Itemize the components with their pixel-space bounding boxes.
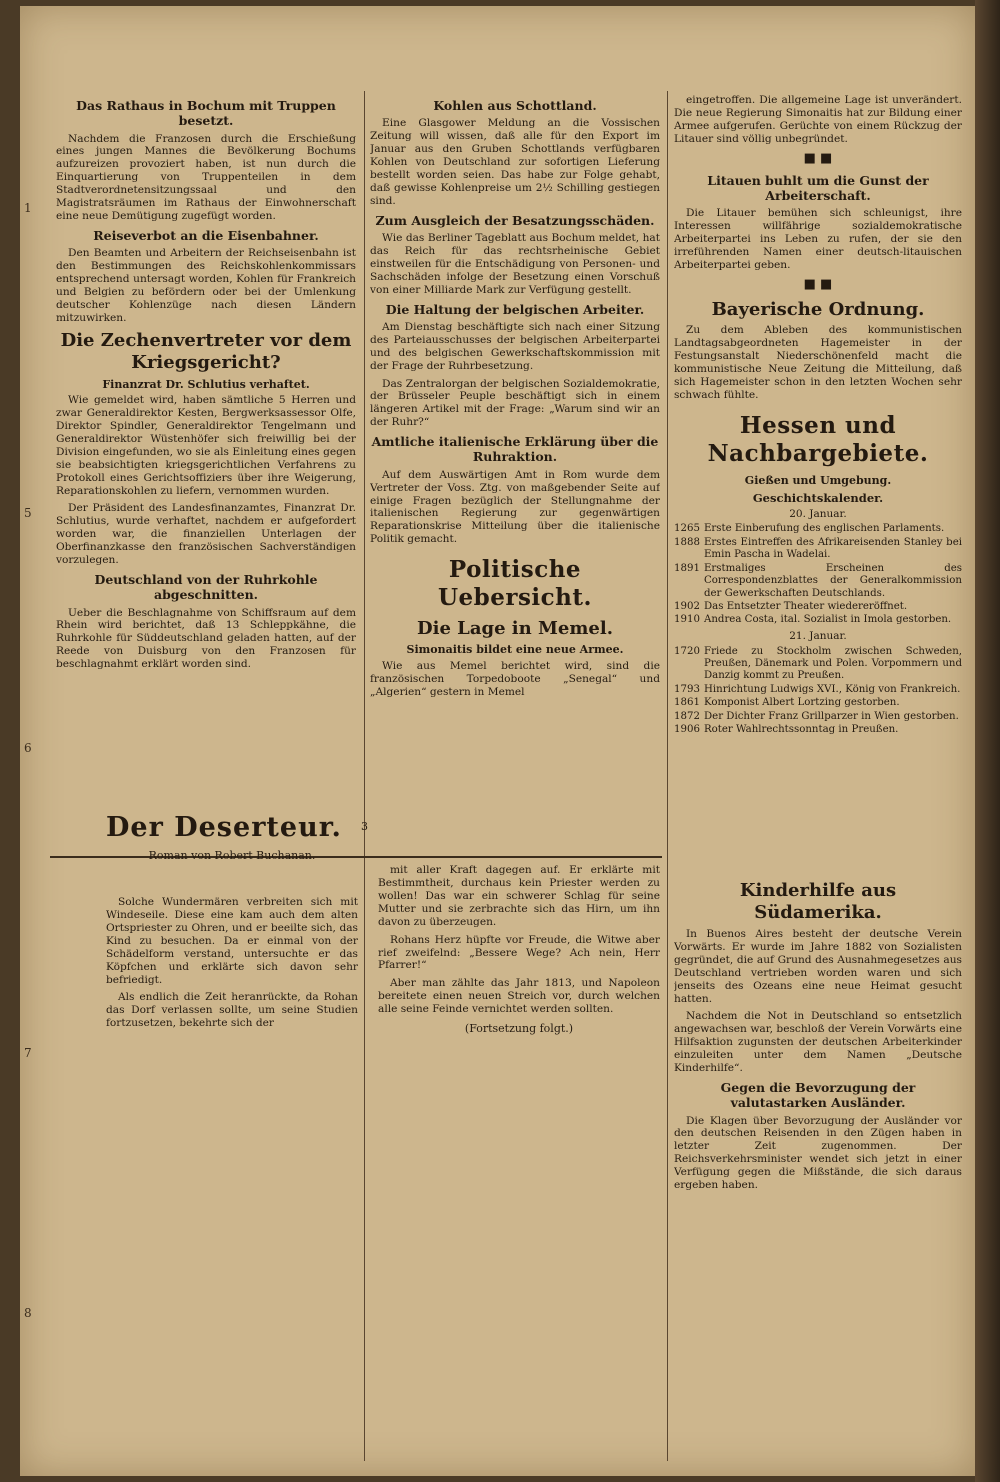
feuilleton-header xyxy=(106,812,368,862)
paragraph: Den Beamten und Arbeitern der Reichseisenbahn ist den Bestimmungen des Reichskohlenkommissars entsprechend untersagt worden, Kohlen für Frankreich und Belgien zu befördern oder bei der Umlenkung deutscher Kohlenzüge nach diesen Ländern mitzuwirken. xyxy=(56,247,356,324)
paragraph: Solche Wundermären verbreiten sich mit Windeseile. Diese eine kam auch dem alten Ortspriester zu Ohren, und er beeilte sich, das Kind zu besuchen. Da er einmal von der Schädelform verstand, untersuchte er das Köpfchen und erklärte sich davon sehr befriedigt. xyxy=(106,896,358,986)
calendar-entry: 1902 Das Entsetzter Theater wiedereröffnet. xyxy=(674,600,908,612)
paragraph: Als endlich die Zeit heranrückte, da Rohan das Dorf verlassen sollte, um seine Studien fortzusetzen, bekehrte sich der xyxy=(106,991,358,1030)
paragraph: Am Dienstag beschäftigte sich nach einer Sitzung des Parteiausschusses der belgischen Arbeiterpartei und des belgischen Gewerkschaftskommission mit der Frage der Ruhrbesetzung. xyxy=(370,320,660,372)
column-2 xyxy=(370,94,660,819)
paragraph: Wie das Berliner Tageblatt aus Bochum meldet, hat das Reich für das rechtsrheinische Gebiet einstweilen für die Entschädigung von Personen- und Sachschäden infolge der Besetzung einen Vorschuß von einer Milliarde Mark zur Verfügung gestellt. xyxy=(370,231,660,296)
feuilleton-column-2 xyxy=(378,864,660,1464)
calendar-entry: 1720 Friede zu Stockholm zwischen Schweden, Preußen, Dänemark und Polen. Vorpommern und Danzig kommt zu Preußen. xyxy=(674,645,962,682)
headline: Die Lage in Memel. xyxy=(417,618,613,640)
paragraph: Auf dem Auswärtigen Amt in Rom wurde dem Vertreter der Voss. Ztg. von maßgebender Seite auf einige Fragen bezüglich der Stellungnahme der italienischen Regierung zur gegenwärtigen Reparationskrise Mitteilung über die italienische Politik gemacht. xyxy=(370,468,660,546)
calendar-entry: 1910 Andrea Costa, ital. Sozialist in Imola gestorben. xyxy=(674,614,952,626)
headline: Reiseverbot an die Eisenbahner. xyxy=(93,227,319,243)
paragraph: Der Präsident des Landesfinanzamtes, Finanzrat Dr. Schlutius, wurde verhaftet, nachdem er aufgefordert worden war, die finanziellen Unterlagen der Oberfinanzkasse den französischen Sachverständigen vorzulegen. xyxy=(56,502,356,567)
byline: Roman von Robert Buchanan. xyxy=(148,849,316,862)
margin-mark: 5 xyxy=(24,506,32,520)
headline: Zum Ausgleich der Besatzungsschäden. xyxy=(375,212,655,228)
calendar-entry: 1891 Erstmaliges Erscheinen des Correspondenzblattes der Generalkommission der Gewerkschaften Deutschlands. xyxy=(674,562,962,599)
section-title: Hessen und Nachbargebiete. xyxy=(707,412,929,468)
subheadline: Gießen und Umgebung. xyxy=(744,474,892,488)
feuilleton-title: Der Deserteur. xyxy=(106,812,342,843)
paragraph: Ueber die Beschlagnahme von Schiffsraum auf dem Rhein wird berichtet, daß 13 Schleppkähne, die Ruhrkohle für Süddeutschland geladen hatten, auf der Reede von Duisburg von den Franzosen für beschlagnahmt erklärt worden sind. xyxy=(56,606,356,671)
subheadline: Finanzrat Dr. Schlutius verhaftet. xyxy=(102,377,310,391)
paragraph: Zu dem Ableben des kommunistischen Landtagsabgeordneten Hagemeister in der Festungsanstalt Niederschönenfeld macht die kommunistische Neue Zeitung die Mitteilung, daß sich Hagemeister schon in den letzten Wochen sehr schwach fühlte. xyxy=(674,324,962,402)
paragraph: Wie gemeldet wird, haben sämtliche 5 Herren und zwar Generaldirektor Kesten, Bergwerksassessor Olfe, Direktor Spindler, Generaldirektor Tengelmann und Generaldirektor Wüstenhöfer sich freiwillig bei der Division eingefunden, wo sie als Einleitung eines gegen sie beabsichtigten kriegsgerichtlichen Verfahrens zu Protokoll eines Gerichtsoffiziers über ihre Weigerung, Reparationskohlen zu liefern, vernommen wurden. xyxy=(56,394,356,497)
headline: Amtliche italienische Erklärung über die Ruhraktion. xyxy=(371,434,659,465)
margin-mark: 6 xyxy=(24,741,32,755)
column-3-lower xyxy=(674,876,962,1466)
margin-mark: 8 xyxy=(24,1306,32,1320)
feuilleton-column-1 xyxy=(106,896,358,1471)
headline: Deutschland von der Ruhrkohle abgeschnitten. xyxy=(94,572,318,603)
headline: Kinderhilfe aus Südamerika. xyxy=(739,880,897,923)
installment-number: 3 xyxy=(361,820,368,833)
headline: Gegen die Bevorzugung der valutastarken Ausländer. xyxy=(720,1080,916,1111)
separator-icon: ■ ■ xyxy=(803,150,833,166)
paragraph: Das Zentralorgan der belgischen Sozialdemokratie, der Brüsseler Peuple beschäftigt sich in einem längeren Artikel mit der Frage: „Warum sind wir an der Ruhr?“ xyxy=(370,377,660,429)
paragraph: mit aller Kraft dagegen auf. Er erklärte mit Bestimmtheit, durchaus kein Priester werden zu wollen! Das war ein schwerer Schlag für seine Mutter und sie zerbrachte sich das Hirn, um ihn davon zu überzeugen. xyxy=(378,864,660,928)
column-3 xyxy=(674,94,962,854)
paragraph: In Buenos Aires besteht der deutsche Verein Vorwärts. Er wurde im Jahre 1882 von Sozialisten gegründet, die auf Grund des Ausnahmegesetzes aus Deutschland vertrieben worden waren und sich jenseits des Ozeans eine neue Heimat gesucht hatten. xyxy=(674,927,962,1005)
paragraph: Die Klagen über Bevorzugung der Ausländer vor den deutschen Reisenden in den Zügen haben in letzter Zeit zugenommen. Der Reichsverkehrsminister wendet sich jetzt in einer Verfügung gegen die Mißstände, die sich daraus ergeben haben. xyxy=(674,1114,962,1192)
headline: Die Haltung der belgischen Arbeiter. xyxy=(385,301,645,317)
calendar-date: 20. Januar. xyxy=(789,507,847,520)
paragraph: Aber man zählte das Jahr 1813, und Napoleon bereitete einen neuen Streich vor, durch welchen alle seine Feinde vernichtet werden sollten. xyxy=(378,977,660,1016)
calendar-date: 21. Januar. xyxy=(789,629,847,642)
calendar-entry: 1872 Der Dichter Franz Grillparzer in Wien gestorben. xyxy=(674,710,959,722)
calendar-entry: 1888 Erstes Eintreffen des Afrikareisenden Stanley bei Emin Pascha in Wadelai. xyxy=(674,536,962,561)
headline: Die Zechenvertreter vor dem Kriegsgericht? xyxy=(60,329,352,373)
calendar-entry: 1906 Roter Wahlrechtssonntag in Preußen. xyxy=(674,724,899,736)
paragraph: Nachdem die Franzosen durch die Erschießung eines jungen Mannes die Bevölkerung Bochums aufzureizen provoziert haben, ist nun durch die Einquartierung von Truppenteilen in dem Stadtverordnetensitzungssaal und den Magistratsräumen im Rathaus der Einwohnerschaft eine neue Demütigung zugefügt worden. xyxy=(56,132,356,223)
column-divider xyxy=(364,91,365,1461)
headline: Kohlen aus Schottland. xyxy=(433,98,597,113)
calendar-entry: 1265 Erste Einberufung des englischen Parlaments. xyxy=(674,523,945,535)
headline: Das Rathaus in Bochum mit Truppen besetzt. xyxy=(76,98,336,129)
headline: Bayerische Ordnung. xyxy=(711,298,925,320)
headline: Litauen buhlt um die Gunst der Arbeiterschaft. xyxy=(707,172,929,203)
paragraph: Rohans Herz hüpfte vor Freude, die Witwe aber rief zweifelnd: „Bessere Wege? Ach nein, Herr Pfarrer!“ xyxy=(378,933,660,972)
paragraph: eingetroffen. Die allgemeine Lage ist unverändert. Die neue Regierung Simonaitis hat zur Bildung einer Armee aufgerufen. Gerüchte von einem Rückzug der Litauer sind völlig unbegründet. xyxy=(674,94,962,145)
section-title: Politische Uebersicht. xyxy=(437,556,593,612)
calendar-title: Geschichtskalender. xyxy=(752,490,884,505)
subheadline: Simonaitis bildet eine neue Armee. xyxy=(406,643,624,657)
calendar-entry: 1793 Hinrichtung Ludwigs XVI., König von Frankreich. xyxy=(674,683,961,695)
margin-mark: 7 xyxy=(24,1046,32,1060)
paragraph: Die Litauer bemühen sich schleunigst, ihre Interessen willfährige sozialdemokratische Arbeiterpartei ins Leben zu rufen, der sie den irreführenden Namen einer deutsch-litauischen Arbeiterpartei geben. xyxy=(674,207,962,271)
column-divider xyxy=(667,91,668,1461)
book-binding-edge xyxy=(975,0,1000,1482)
calendar-list xyxy=(674,646,962,737)
paragraph: Wie aus Memel berichtet wird, sind die französischen Torpedoboote „Senegal“ und „Algerien“ gestern in Memel xyxy=(370,659,660,698)
margin-mark: 1 xyxy=(24,201,32,215)
continued-note: (Fortsetzung folgt.) xyxy=(464,1022,574,1036)
column-1 xyxy=(56,94,356,854)
paragraph: Eine Glasgower Meldung an die Vossischen Zeitung will wissen, daß alle für den Export im Januar aus den Gruben Schottlands verfügbaren Kohlen von Deutschland zur sofortigen Lieferung bestellt worden seien. Das habe zur Folge gehabt, daß gewisse Kohlenpreise um 2½ Schilling gestiegen sind. xyxy=(370,117,660,207)
newspaper-page xyxy=(20,6,975,1476)
paragraph: Nachdem die Not in Deutschland so entsetzlich angewachsen war, beschloß der Verein Vorwärts eine Hilfsaktion zugunsten der deutschen Arbeiterkinder einzuleiten unter dem Namen „Deutsche Kinderhilfe“. xyxy=(674,1010,962,1075)
calendar-entry: 1861 Komponist Albert Lortzing gestorben. xyxy=(674,697,900,709)
separator-icon: ■ ■ xyxy=(803,276,833,292)
calendar-list xyxy=(674,523,962,627)
